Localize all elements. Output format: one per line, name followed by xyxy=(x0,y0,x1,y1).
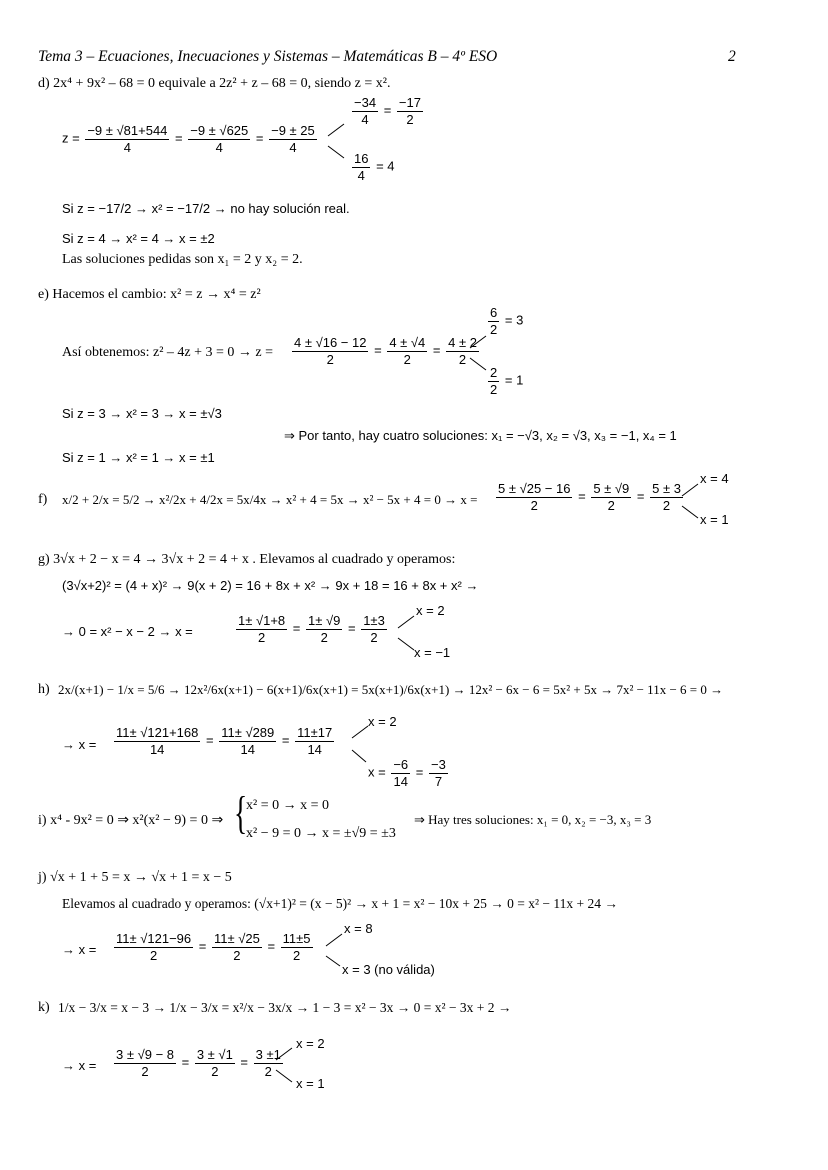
g-equation: → 0 = x² − x − 2 → x = xyxy=(62,624,193,639)
e-conclusion: ⇒ Por tanto, hay cuatro soluciones: x₁ = −√3, x₂ = √3, x₃ = −1, x₄ = 1 xyxy=(284,428,677,443)
i-equation: x⁴ - 9x² = 0 ⇒ x²(x² − 9) = 0 ⇒ xyxy=(50,813,224,828)
k-branch-bottom: x = 1 xyxy=(296,1076,325,1091)
h-branch-top: x = 2 xyxy=(368,714,397,729)
d-intro: 2x⁴ + 9x² – 68 = 0 equivale a 2z² + z – 68 = 0, siendo z = x². xyxy=(53,76,391,91)
label-k: k) xyxy=(38,1000,50,1015)
k-formula-start: → x = xyxy=(62,1058,97,1073)
g-branch-bottom: x = −1 xyxy=(414,645,451,660)
h-formula-start: → x = xyxy=(62,737,97,752)
e-intro: Hacemos el cambio: x² = z → x⁴ = z² xyxy=(52,287,261,302)
f-branch-top: x = 4 xyxy=(700,471,729,486)
d-case-positive: Si z = 4 → x² = 4 → x = ±2 xyxy=(62,231,215,246)
g-branch-top: x = 2 xyxy=(416,603,445,618)
i-case-2: x² − 9 = 0 → x = ±√9 = ±3 xyxy=(246,826,396,841)
e-case-z3: Si z = 3 → x² = 3 → x = ±√3 xyxy=(62,406,222,421)
f-branch-bottom: x = 1 xyxy=(700,512,729,527)
label-f: f) xyxy=(38,492,48,507)
label-j: j) xyxy=(38,870,47,885)
label-e: e) xyxy=(38,287,49,302)
d-solutions: Las soluciones pedidas son x₁ = 2 y x₂ = 2. xyxy=(62,252,303,267)
i-system-brace: { xyxy=(234,787,248,838)
d-branch-lines xyxy=(328,120,348,160)
g-quadratic-formula: $\frac{1\pm √1+8}{2}$ = $\frac{1\pm √9}{2}$ = $\frac{1\pm 3}{2}$ xyxy=(238,613,385,645)
f-quadratic-formula: $\frac{5 \pm √25 - 16}{2}$ = $\frac{5 \pm √9}{2}$ = $\frac{5 \pm 3}{2}$ xyxy=(498,481,681,513)
label-d: d) xyxy=(38,76,50,91)
j-equation: √x + 1 + 5 = x → √x + 1 = x − 5 xyxy=(50,870,232,885)
k-equation: 1/x − 3/x = x − 3 → 1/x − 3/x = x²/x − 3x/x → 1 − 3 = x² − 3x → 0 = x² − 3x + 2 → xyxy=(58,1000,512,1015)
d-fraction-2: $\frac{-9 \pm √625}{4}$ xyxy=(190,123,249,155)
f-branch-lines xyxy=(682,482,702,522)
f-equation: x/2 + 2/x = 5/2 → x²/2x + 4/2x = 5x/4x → x² + 4 = 5x → x² − 5x + 4 = 0 → x = xyxy=(62,492,478,507)
page-number: 2 xyxy=(728,48,736,65)
h-branch-bottom: x = $\frac{-6}{14}$ = $\frac{-3}{7}$ xyxy=(368,757,446,789)
i-case-1: x² = 0 → x = 0 xyxy=(246,798,329,813)
e-case-z1: Si z = 1 → x² = 1 → x = ±1 xyxy=(62,450,215,465)
d-fraction-1: $\frac{-9 \pm √81+544}{4}$ xyxy=(87,123,168,155)
d-fraction-3: $\frac{-9 \pm 25}{4}$ xyxy=(271,123,315,155)
e-fraction-2: $\frac{4 \pm √4}{2}$ xyxy=(389,335,426,367)
j-branch-bottom: x = 3 (no válida) xyxy=(342,962,435,977)
j-formula-start: → x = xyxy=(62,942,97,957)
d-branch-bottom: $\frac{16}{4}$ = 4 xyxy=(354,151,395,183)
k-branch-top: x = 2 xyxy=(296,1036,325,1051)
j-branch-top: x = 8 xyxy=(344,921,373,936)
d-branch-top: $\frac{-34}{4}$ = $\frac{-17}{2}$ xyxy=(354,95,421,127)
j-squaring-step: Elevamos al cuadrado y operamos: (√x+1)² = (x − 5)² → x + 1 = x² − 10x + 25 → 0 = x² − 11x + 24 → xyxy=(62,896,618,911)
e-quadratic-formula: $\frac{4 \pm √16 - 12}{2}$ = $\frac{4 \pm √4}{2}$ = $\frac{4 \pm 2}{2}$ xyxy=(294,335,477,367)
g-intro: 3√x + 2 − x = 4 → 3√x + 2 = 4 + x . Elevamos al cuadrado y operamos: xyxy=(53,552,456,567)
d-case-negative: Si z = −17/2 → x² = −17/2 → no hay solución real. xyxy=(62,201,350,216)
page-header-title: Tema 3 – Ecuaciones, Inecuaciones y Sistemas – Matemáticas B – 4º ESO xyxy=(38,48,498,65)
e-fraction-1: $\frac{4 \pm √16 - 12}{2}$ xyxy=(294,335,367,367)
k-branch-lines xyxy=(276,1046,296,1086)
e-equation: Así obtenemos: z² – 4z + 3 = 0 → z = xyxy=(62,345,274,360)
e-branch-bottom: $\frac{2}{2}$ = 1 xyxy=(490,365,524,397)
j-quadratic-formula: $\frac{11\pm √121-96}{2}$ = $\frac{11\pm √25}{2}$ = $\frac{11\pm 5}{2}$ xyxy=(116,931,311,963)
label-i: i) xyxy=(38,813,47,828)
e-fraction-3: $\frac{4 \pm 2}{2}$ xyxy=(448,335,477,367)
k-quadratic-formula: $\frac{3 \pm √9 - 8}{2}$ = $\frac{3 \pm √1}{2}$ = $\frac{3 \pm 1}{2}$ xyxy=(116,1047,281,1079)
e-branch-top: $\frac{6}{2}$ = 3 xyxy=(490,305,524,337)
i-conclusion: ⇒ Hay tres soluciones: x₁ = 0, x₂ = −3, x₃ = 3 xyxy=(414,812,652,827)
label-h: h) xyxy=(38,682,50,697)
d-quadratic-formula: z = $\frac{-9 \pm √81+544}{4}$ = $\frac{-9 \pm √625}{4}$ = $\frac{-9 \pm 25}{4}$ xyxy=(62,123,315,155)
h-equation: 2x/(x+1) − 1/x = 5/6 → 12x²/6x(x+1) − 6(x+1)/6x(x+1) = 5x(x+1)/6x(x+1) → 12x² − 6x − 6 = 5x² + 5x → 7x² − 11x − 6 = 0 → xyxy=(58,682,724,697)
h-quadratic-formula: $\frac{11\pm √121+168}{14}$ = $\frac{11\pm √289}{14}$ = $\frac{11\pm 17}{14}$ xyxy=(116,725,333,757)
label-g: g) xyxy=(38,552,50,567)
g-squaring-step: (3√x+2)² = (4 + x)² → 9(x + 2) = 16 + 8x + x² → 9x + 18 = 16 + 8x + x² → xyxy=(62,578,479,593)
